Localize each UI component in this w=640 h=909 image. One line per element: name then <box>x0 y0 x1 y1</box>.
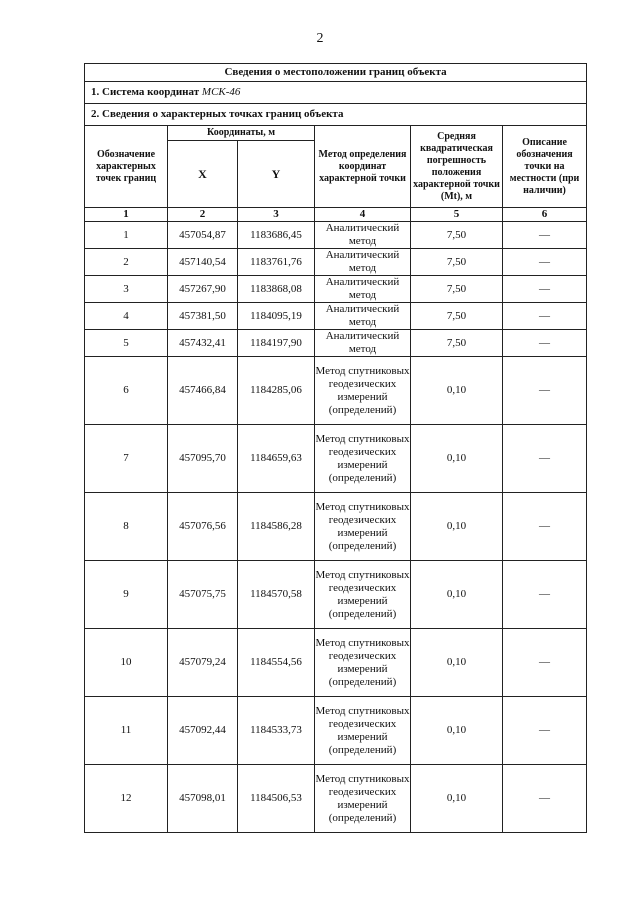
description-cell: — <box>503 276 587 303</box>
x-coordinate-cell: 457075,75 <box>168 561 238 629</box>
point-id-cell: 7 <box>85 425 168 493</box>
table-row <box>85 425 587 493</box>
header-error: Средняя квадратическая погрешность положения характерной точки (Mt), м <box>411 126 503 208</box>
x-coordinate-cell: 457381,50 <box>168 303 238 330</box>
x-coordinate-cell: 457267,90 <box>168 276 238 303</box>
point-id-cell: 4 <box>85 303 168 330</box>
method-cell: Метод спутниковых геодезических измерений (определений) <box>315 357 411 425</box>
x-coordinate-cell: 457098,01 <box>168 765 238 833</box>
x-coordinate-cell: 457076,56 <box>168 493 238 561</box>
point-id-cell: 12 <box>85 765 168 833</box>
header-coordinates: Координаты, м <box>168 126 315 141</box>
y-coordinate-cell: 1183868,08 <box>238 276 315 303</box>
table-row <box>85 330 587 357</box>
method-cell: Аналитический метод <box>315 222 411 249</box>
y-coordinate-cell: 1183761,76 <box>238 249 315 276</box>
point-id-cell: 8 <box>85 493 168 561</box>
column-number: 6 <box>503 208 587 222</box>
error-cell: 0,10 <box>411 697 503 765</box>
method-cell: Метод спутниковых геодезических измерений (определений) <box>315 425 411 493</box>
header-point-id: Обозначение характерных точек границ <box>85 126 168 208</box>
x-coordinate-cell: 457092,44 <box>168 697 238 765</box>
point-id-cell: 10 <box>85 629 168 697</box>
coordinate-system-row <box>85 82 587 104</box>
error-cell: 0,10 <box>411 357 503 425</box>
description-cell: — <box>503 765 587 833</box>
description-cell: — <box>503 303 587 330</box>
description-cell: — <box>503 357 587 425</box>
y-coordinate-cell: 1184659,63 <box>238 425 315 493</box>
y-coordinate-cell: 1184506,53 <box>238 765 315 833</box>
point-id-cell: 11 <box>85 697 168 765</box>
table-row <box>85 493 587 561</box>
table-row <box>85 697 587 765</box>
method-cell: Аналитический метод <box>315 303 411 330</box>
boundary-table <box>84 63 587 833</box>
column-numbers-row <box>85 208 587 222</box>
description-cell: — <box>503 222 587 249</box>
coordinate-system-label: 1. Система координат <box>91 86 200 98</box>
x-coordinate-cell: 457140,54 <box>168 249 238 276</box>
point-id-cell: 6 <box>85 357 168 425</box>
y-coordinate-cell: 1184197,90 <box>238 330 315 357</box>
point-id-cell: 2 <box>85 249 168 276</box>
header-x: X <box>168 141 238 208</box>
method-cell: Метод спутниковых геодезических измерений (определений) <box>315 493 411 561</box>
description-cell: — <box>503 425 587 493</box>
error-cell: 0,10 <box>411 629 503 697</box>
description-cell: — <box>503 561 587 629</box>
point-id-cell: 5 <box>85 330 168 357</box>
error-cell: 0,10 <box>411 425 503 493</box>
error-cell: 7,50 <box>411 276 503 303</box>
table-row <box>85 561 587 629</box>
point-id-cell: 3 <box>85 276 168 303</box>
error-cell: 7,50 <box>411 303 503 330</box>
header-method: Метод определения координат характерной точки <box>315 126 411 208</box>
method-cell: Метод спутниковых геодезических измерений (определений) <box>315 765 411 833</box>
y-coordinate-cell: 1184533,73 <box>238 697 315 765</box>
header-description: Описание обозначения точки на местности (при наличии) <box>503 126 587 208</box>
coordinate-system-value: МСК-46 <box>201 86 241 98</box>
points-table-body <box>85 222 587 833</box>
method-cell: Аналитический метод <box>315 249 411 276</box>
column-number: 4 <box>315 208 411 222</box>
point-id-cell: 1 <box>85 222 168 249</box>
document-title: Сведения о местоположении границ объекта <box>85 64 587 82</box>
table-row <box>85 357 587 425</box>
x-coordinate-cell: 457466,84 <box>168 357 238 425</box>
error-cell: 0,10 <box>411 561 503 629</box>
y-coordinate-cell: 1183686,45 <box>238 222 315 249</box>
x-coordinate-cell: 457079,24 <box>168 629 238 697</box>
column-number: 2 <box>168 208 238 222</box>
x-coordinate-cell: 457432,41 <box>168 330 238 357</box>
description-cell: — <box>503 697 587 765</box>
description-cell: — <box>503 629 587 697</box>
description-cell: — <box>503 330 587 357</box>
y-coordinate-cell: 1184285,06 <box>238 357 315 425</box>
x-coordinate-cell: 457095,70 <box>168 425 238 493</box>
error-cell: 0,10 <box>411 765 503 833</box>
y-coordinate-cell: 1184095,19 <box>238 303 315 330</box>
y-coordinate-cell: 1184554,56 <box>238 629 315 697</box>
point-id-cell: 9 <box>85 561 168 629</box>
table-row <box>85 249 587 276</box>
description-cell: — <box>503 249 587 276</box>
table-row <box>85 303 587 330</box>
method-cell: Метод спутниковых геодезических измерений (определений) <box>315 697 411 765</box>
header-y: Y <box>238 141 315 208</box>
error-cell: 7,50 <box>411 222 503 249</box>
method-cell: Аналитический метод <box>315 330 411 357</box>
column-number: 3 <box>238 208 315 222</box>
column-number: 1 <box>85 208 168 222</box>
error-cell: 0,10 <box>411 493 503 561</box>
y-coordinate-cell: 1184570,58 <box>238 561 315 629</box>
error-cell: 7,50 <box>411 249 503 276</box>
page-number: 2 <box>316 31 324 46</box>
table-row <box>85 276 587 303</box>
x-coordinate-cell: 457054,87 <box>168 222 238 249</box>
column-number: 5 <box>411 208 503 222</box>
description-cell: — <box>503 493 587 561</box>
table-row <box>85 765 587 833</box>
error-cell: 7,50 <box>411 330 503 357</box>
table-row <box>85 222 587 249</box>
points-section-title: 2. Сведения о характерных точках границ объекта <box>85 104 587 126</box>
method-cell: Метод спутниковых геодезических измерений (определений) <box>315 561 411 629</box>
table-row <box>85 629 587 697</box>
method-cell: Метод спутниковых геодезических измерений (определений) <box>315 629 411 697</box>
y-coordinate-cell: 1184586,28 <box>238 493 315 561</box>
method-cell: Аналитический метод <box>315 276 411 303</box>
